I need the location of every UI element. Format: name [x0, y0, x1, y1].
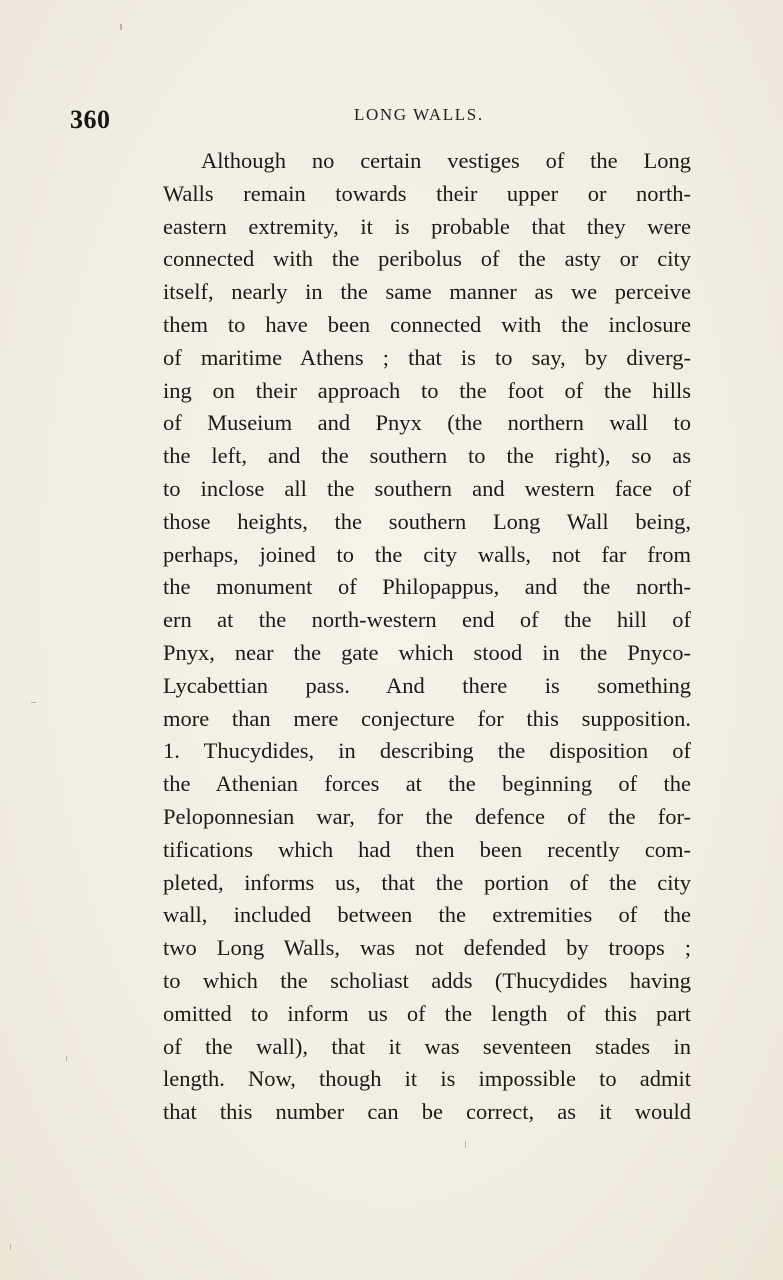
text-line: two Long Walls, was not defended by troops ;: [163, 935, 691, 961]
paper-speck: [66, 1056, 67, 1061]
text-line: Peloponnesian war, for the defence of the for-: [163, 803, 691, 829]
running-head: [0, 103, 783, 133]
text-line: Although no certain vestiges of the Long: [201, 148, 691, 173]
paper-speck: [465, 1141, 466, 1148]
text-line: wall, included between the extremities of the: [163, 902, 691, 928]
text-line: 1. Thucydides, in describing the disposition of: [163, 738, 691, 764]
text-line: of maritime Athens ; that is to say, by diverg-: [163, 344, 691, 370]
text-line: of the wall), that it was seventeen stades in: [163, 1033, 691, 1059]
paper-speck: [120, 24, 122, 30]
text-line: Walls remain towards their upper or north-: [163, 180, 691, 206]
text-line: connected with the peribolus of the asty or city: [163, 246, 691, 272]
paper-speck: [10, 1244, 11, 1250]
text-line: them to have been connected with the inclosure: [163, 311, 691, 337]
text-line: of Museium and Pnyx (the northern wall to: [163, 410, 691, 436]
text-line: to inclose all the southern and western face of: [163, 475, 691, 501]
text-line: ern at the north-western end of the hill of: [163, 607, 691, 633]
page-number: 360: [70, 105, 111, 134]
text-line: ing on their approach to the foot of the hills: [163, 377, 691, 403]
text-line: to which the scholiast adds (Thucydides having: [163, 967, 691, 993]
text-line: Pnyx, near the gate which stood in the Pnyco-: [163, 639, 691, 665]
body-text: [163, 145, 691, 1129]
text-line: pleted, informs us, that the portion of the city: [163, 869, 691, 895]
text-line: the left, and the southern to the right), so as: [163, 443, 691, 469]
text-line: more than mere conjecture for this supposition.: [163, 705, 691, 731]
text-line: omitted to inform us of the length of this part: [163, 1000, 691, 1026]
paper-speck: [31, 702, 36, 703]
text-line: the monument of Philopappus, and the north-: [163, 574, 691, 600]
text-line: that this number can be correct, as it would: [163, 1099, 691, 1125]
text-line: perhaps, joined to the city walls, not far from: [163, 541, 691, 567]
text-line: itself, nearly in the same manner as we perceive: [163, 279, 691, 305]
text-line: length. Now, though it is impossible to admit: [163, 1066, 691, 1092]
running-title: LONG WALLS.: [354, 105, 484, 124]
text-line: the Athenian forces at the beginning of the: [163, 771, 691, 797]
text-line: those heights, the southern Long Wall being,: [163, 508, 691, 534]
text-line: eastern extremity, it is probable that they were: [163, 213, 691, 239]
text-line: Lycabettian pass. And there is something: [163, 672, 691, 698]
text-line: tifications which had then been recently com-: [163, 836, 691, 862]
